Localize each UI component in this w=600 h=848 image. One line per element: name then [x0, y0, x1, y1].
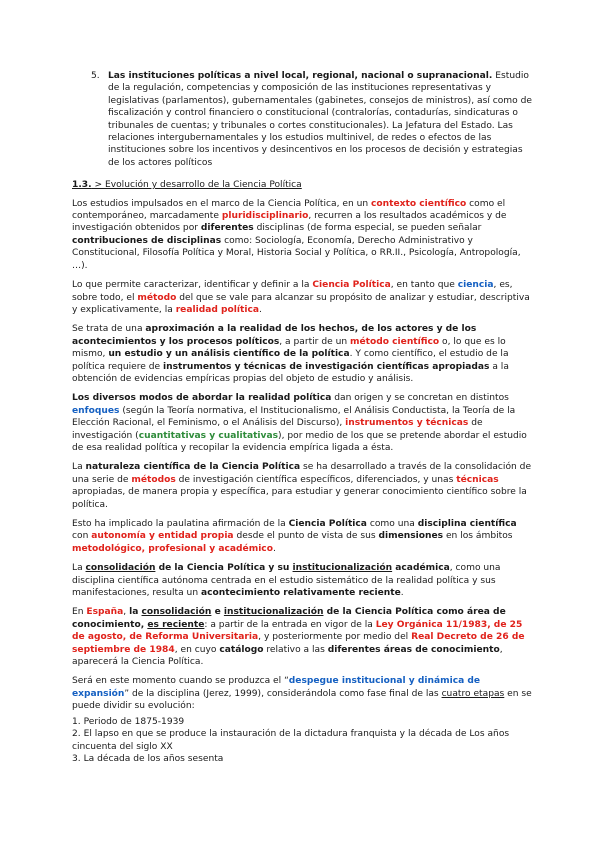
bold-text: la	[129, 607, 142, 618]
item-body: Estudio de la regulación, competencias y composición de las instituciones representativas y legislativas (parlamentos), gubernamentales (gabinetes, consejos de ministros), así como de fiscalización y control financiero o constitucional (contralorías, contadurías, sindicaturas o tribunales de cuentas; y tribunales o cortes constitucionales). La Jefatura del Estado. Las relaciones intergubernamentales y los estudios multinivel, de redes o efectos de las instituciones sobre los incentivos y desincentivos en los procesos de decisión y estrategias de los actores políticos	[108, 71, 532, 168]
underlined-text: cuatro etapas	[441, 688, 505, 699]
text: como el contemporáneo, marcadamente	[72, 198, 506, 222]
highlight: instrumentos y técnicas	[345, 418, 469, 429]
section-title	[72, 179, 532, 191]
highlight: realidad política	[175, 304, 260, 315]
bold-text: dimensiones	[378, 531, 444, 542]
text: del que se vale para alcanzar su propósito de analizar y estudiar, descriptiva y explicativamente, la	[72, 292, 530, 315]
text: como una	[366, 519, 418, 529]
text: apropiadas, de manera propia y específica, para estudiar y generar conocimiento científico sobre la política.	[72, 487, 527, 510]
stage-list	[72, 716, 532, 766]
highlight: pluridisciplinario	[221, 211, 309, 222]
text: se ha desarrollado a través de la consolidación de una serie de	[72, 462, 532, 485]
text: En	[72, 607, 87, 618]
bold-text: Los diversos modos de abordar la realidad política	[72, 393, 332, 404]
text: Lo que permite caracterizar, identificar y definir a la	[72, 280, 313, 291]
text: , en tanto que	[390, 280, 458, 291]
bold-text: Ciencia Política	[288, 519, 367, 529]
document-page	[72, 70, 532, 765]
text: dan origen y se concretan en distintos	[331, 393, 509, 404]
paragraph-3	[72, 323, 532, 385]
text: : a partir de la entrada en vigor de la	[204, 619, 376, 630]
highlight: autonomía y entidad propia	[91, 531, 234, 542]
text: (según la Teoría normativa, el Institucionalismo, el Análisis Conductista, la Teoría de la Elección Racional, el Feminismo, o el Análisis del Discurso),	[72, 405, 516, 429]
paragraph-6	[72, 518, 532, 555]
text: , es, sobre todo, el	[72, 280, 513, 303]
bold-text: catálogo	[219, 644, 264, 655]
bold-text: naturaleza científica de la Ciencia Política	[85, 462, 301, 473]
section-number: 1.3.	[72, 180, 92, 191]
highlight: Ciencia Política	[312, 280, 391, 291]
bold-underlined-text: es reciente	[147, 619, 205, 630]
text: relativo a las	[263, 644, 328, 655]
text: Será en este momento cuando se produzca el “	[72, 676, 289, 687]
paragraph-9	[72, 675, 532, 712]
highlight: método	[137, 292, 177, 303]
text: ), por medio de los que se pretende abordar el estudio de esa realidad política y recopilar la evidencia empírica ligada a ésta.	[72, 430, 527, 453]
text: , como una disciplina científica autónoma centrada en el estudio sistemático de la realidad política y sus manifestaciones, resulta un	[72, 563, 501, 599]
highlight: España	[86, 607, 124, 618]
text: , aparecerá la Ciencia Política.	[72, 644, 503, 668]
highlight: metodológico, profesional y académico	[72, 543, 273, 554]
text: en los ámbitos	[443, 531, 513, 542]
text: .	[400, 588, 404, 599]
highlight: cuantitativas y cualitativas	[138, 430, 279, 441]
bold-underlined-text: institucionalización	[223, 607, 324, 618]
text: como: Sociología, Economía, Derecho Administrativo y Constitucional, Filosofía Política y Moral, Historia Social y Política, o RR.II., Psicología, Antropología, …).	[72, 235, 521, 271]
text: disciplinas (de forma especial, se pueden señalar	[253, 223, 482, 234]
paragraph-1	[72, 198, 532, 272]
bold-text: de la Ciencia Política como área de conocimiento,	[72, 607, 506, 630]
text: ” de la disciplina (Jerez, 1999), considerándola como fase final de las	[124, 688, 442, 699]
bold-text: instrumentos y técnicas de investigación científicas apropiadas	[163, 361, 490, 372]
list-item: 2. El lapso en que se produce la instauración de la dictadura franquista y la década de Los años cincuenta del siglo XX	[72, 729, 510, 752]
paragraph-2	[72, 279, 532, 316]
bold-text: disciplina científica	[417, 519, 517, 529]
list-item: 3. La década de los años sesenta	[72, 753, 224, 764]
item-heading: Las instituciones políticas a nivel local, regional, nacional o supranacional.	[108, 71, 493, 81]
item-number: 5.	[91, 71, 100, 81]
text: .	[259, 304, 262, 315]
highlight: Ley Orgánica 11/1983, de 25 de agosto, de Reforma Universitaria	[72, 619, 523, 643]
text: , en cuyo	[174, 644, 220, 655]
text: ,	[123, 607, 130, 618]
bold-text: diferentes áreas de conocimiento	[327, 644, 500, 655]
highlight: técnicas	[456, 474, 499, 485]
paragraph-4	[72, 392, 532, 454]
bold-underlined-text: consolidación	[85, 563, 156, 574]
highlight: ciencia	[457, 280, 494, 291]
paragraph-8	[72, 606, 532, 668]
bold-text: acontecimiento relativamente reciente	[200, 588, 401, 599]
bold-text: un estudio y un análisis científico de la política	[108, 349, 350, 360]
text: de investigación científica específicos, diferenciados, y unas	[175, 474, 457, 485]
text: , a partir de un	[279, 336, 350, 347]
paragraph-5	[72, 461, 532, 511]
text: , y posteriormente por medio del	[258, 632, 412, 643]
bold-text: diferentes	[200, 223, 254, 234]
text: de investigación (	[72, 418, 483, 441]
text: Esto ha implicado la paulatina afirmación de la	[72, 519, 289, 529]
highlight: despegue institucional y dinámica de expansión	[72, 676, 481, 699]
bold-underlined-text: consolidación	[141, 607, 212, 618]
bold-text: académica	[392, 563, 450, 574]
highlight: enfoques	[72, 405, 120, 416]
text: La	[72, 462, 86, 473]
text: con	[72, 531, 92, 542]
text: en se puede dividir su evolución:	[72, 688, 532, 712]
text: . Y como científico, el estudio de la política requiere de	[72, 349, 509, 372]
list-item-5	[72, 70, 532, 169]
bold-text: e	[211, 607, 224, 618]
text: Se trata de una	[72, 324, 146, 335]
section-heading: > Evolución y desarrollo de la Ciencia Política	[91, 180, 302, 191]
paragraph-7	[72, 562, 532, 599]
list-item: 1. Periodo de 1875-1939	[72, 716, 185, 727]
text: .	[272, 543, 276, 554]
bold-text: de la Ciencia Política y su	[155, 563, 293, 574]
highlight: contexto científico	[371, 198, 467, 209]
bold-text: aproximación a la realidad de los hechos, de los actores y de los acontecimientos y los procesos políticos	[72, 324, 477, 347]
text: a la obtención de evidencias empíricas propias del objeto de estudio y análisis.	[72, 361, 509, 384]
text: Los estudios impulsados en el marco de la Ciencia Política, en un	[72, 198, 372, 209]
text: , recurren a los resultados académicos y de investigación obtenidos por	[72, 211, 507, 234]
text: o, lo que es lo mismo,	[72, 336, 506, 360]
text: desde el punto de vista de sus	[233, 531, 379, 542]
text: La	[72, 563, 86, 574]
highlight: Real Decreto de 26 de septiembre de 1984	[72, 632, 525, 655]
bold-underlined-text: institucionalización	[292, 563, 393, 574]
bold-text: contribuciones de disciplinas	[72, 235, 222, 246]
highlight: métodos	[131, 474, 176, 485]
highlight: método científico	[350, 336, 440, 347]
